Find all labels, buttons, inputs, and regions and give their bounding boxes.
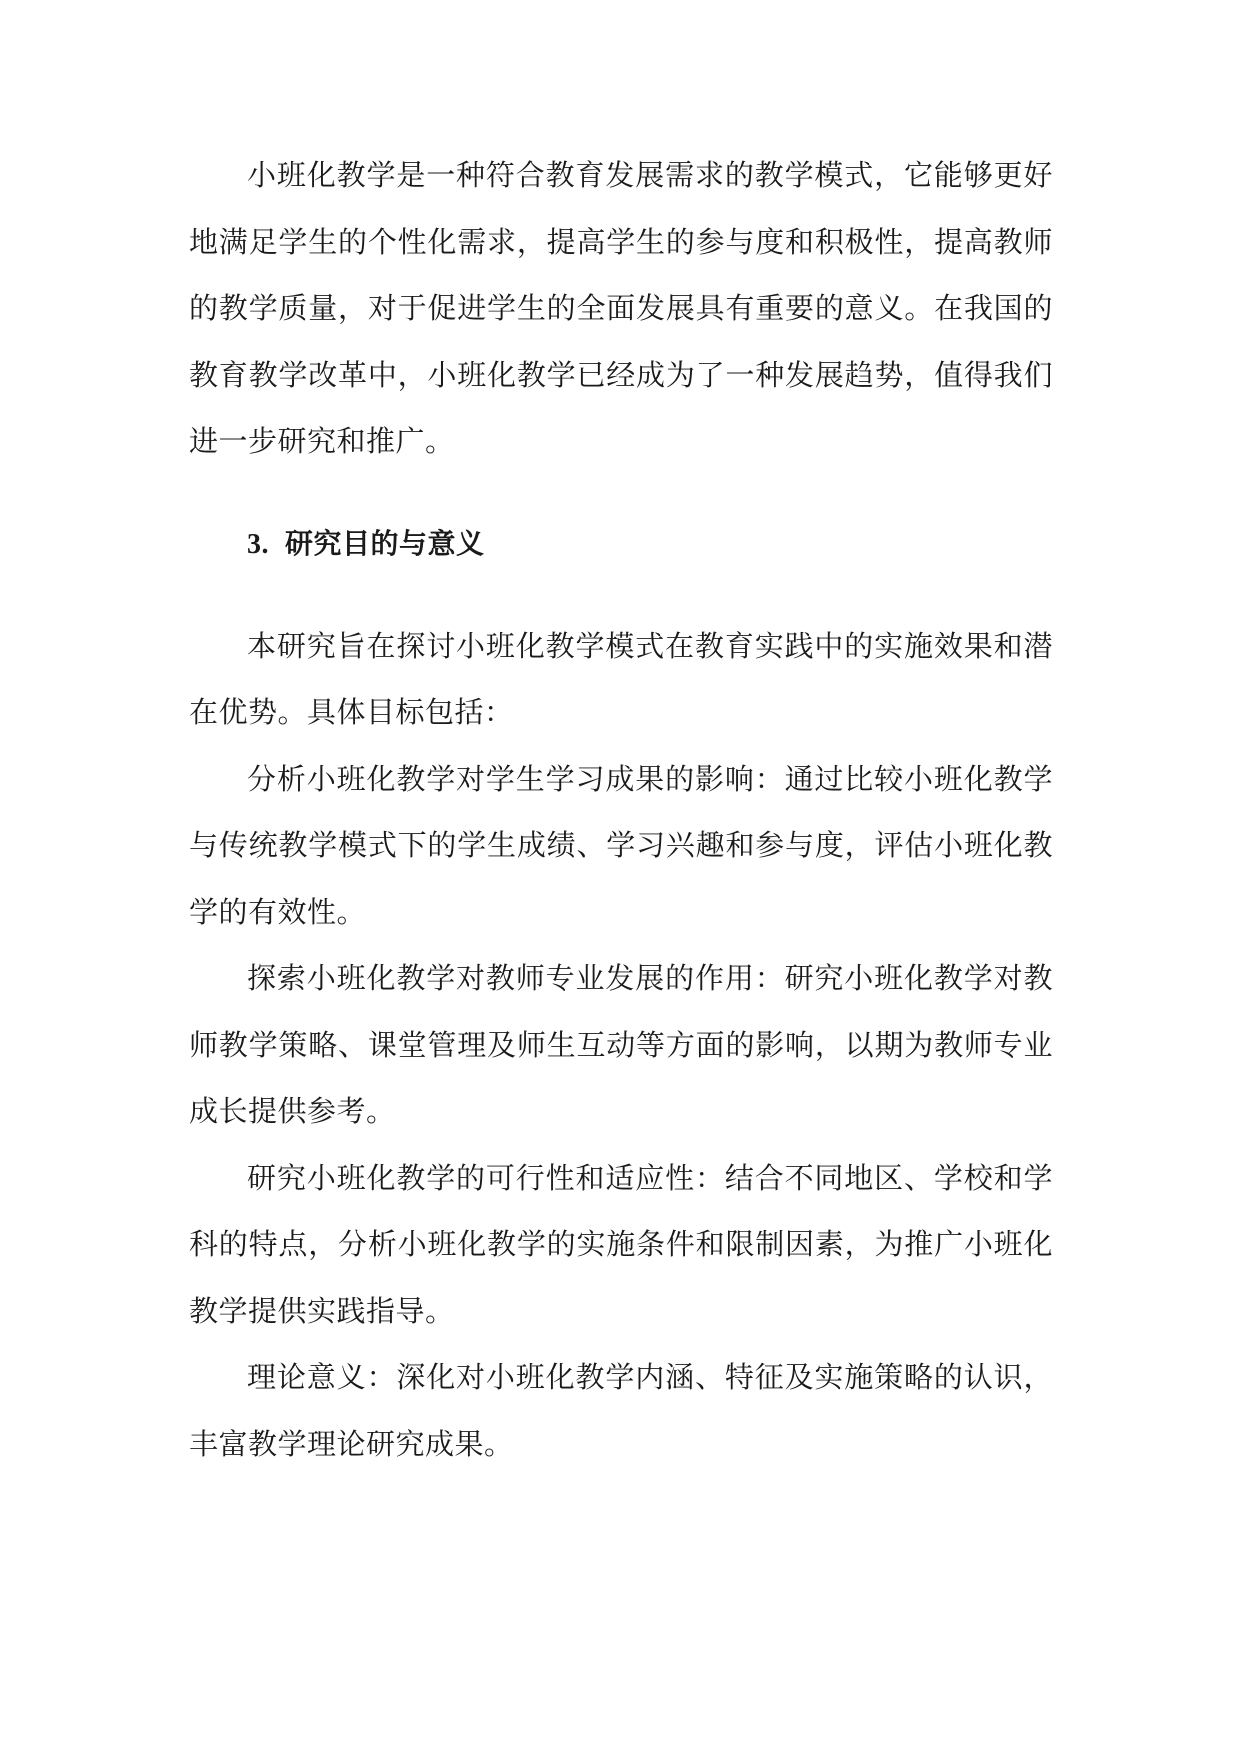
paragraph-goal-feasibility: 研究小班化教学的可行性和适应性：结合不同地区、学校和学科的特点，分析小班化教学的实施条件和限制因素，为推广小班化教学提供实践指导。 (189, 1160, 1053, 1328)
paragraph-goal-teacher-development: 探索小班化教学对教师专业发展的作用：研究小班化教学对教师教学策略、课堂管理及师生互动等方面的影响，以期为教师专业成长提供参考。 (189, 961, 1053, 1128)
paragraph-goal-student-outcomes: 分析小班化教学对学生学习成果的影响：通过比较小班化教学与传统教学模式下的学生成绩、学习兴趣和参与度，评估小班化教学的有效性。 (189, 761, 1053, 929)
paragraph-theoretical-significance: 理论意义：深化对小班化教学内涵、特征及实施策略的认识，丰富教学理论研究成果。 (189, 1360, 1053, 1461)
section-number: 3. (247, 528, 269, 560)
document-body (189, 142, 1053, 1477)
section-heading (189, 475, 1053, 613)
section-title: 研究目的与意义 (285, 526, 485, 560)
paragraph-aim: 本研究旨在探讨小班化教学模式在教育实践中的实施效果和潜在优势。具体目标包括： (189, 628, 1053, 729)
paragraph-intro: 小班化教学是一种符合教育发展需求的教学模式，它能够更好地满足学生的个性化需求，提高学生的参与度和积极性，提高教师的教学质量，对于促进学生的全面发展具有重要的意义。在我国的教育教学改革中，小班化教学已经成为了一种发展趋势，值得我们进一步研究和推广。 (189, 158, 1053, 458)
